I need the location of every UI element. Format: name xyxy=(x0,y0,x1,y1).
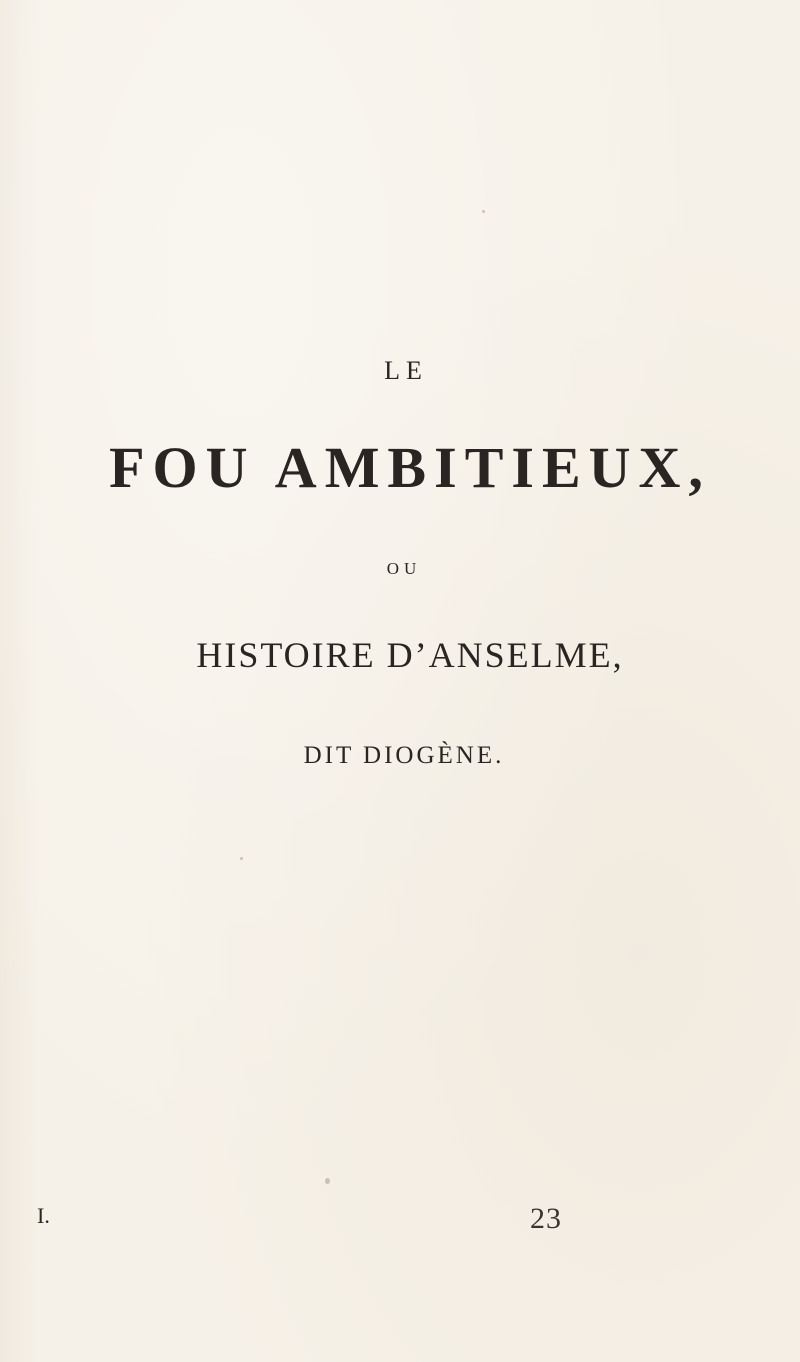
main-title: FOU AMBITIEUX, xyxy=(109,435,711,500)
title-conjunction: OU xyxy=(386,559,422,578)
paper-speck xyxy=(325,1178,330,1184)
signature-mark: I. xyxy=(37,1203,50,1228)
byline: DIT DIOGÈNE. xyxy=(303,742,505,769)
subtitle: HISTOIRE D’ANSELME, xyxy=(196,635,624,675)
paper-speck xyxy=(240,857,243,860)
page-number: 23 xyxy=(530,1202,562,1235)
paper-speck xyxy=(482,210,485,213)
title-article: LE xyxy=(384,356,428,385)
